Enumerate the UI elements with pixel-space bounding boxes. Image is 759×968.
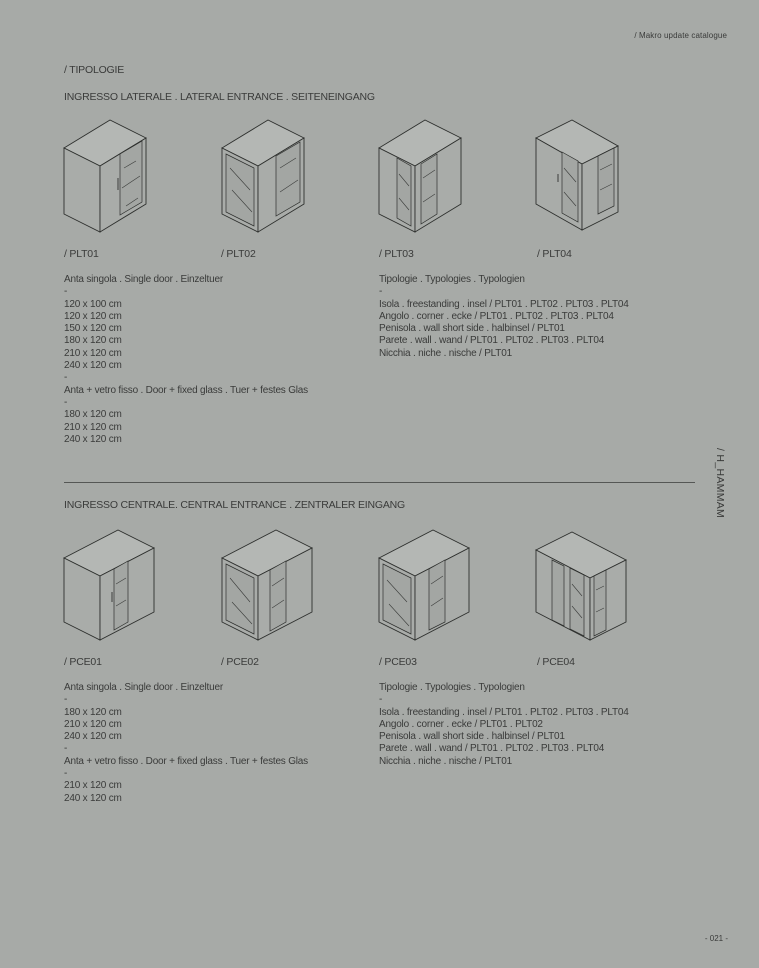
code-plt02: / PLT02 — [221, 248, 256, 260]
size-item: 150 x 120 cm — [64, 323, 122, 335]
fixed-glass-title: Anta + vetro fisso . Door + fixed glass . Tuer + festes Glas — [64, 755, 308, 767]
size-item: 180 x 120 cm — [64, 706, 122, 718]
typology-item: Angolo . corner . ecke / PLT01 . PLT02 . PLT03 . PLT04 — [379, 310, 614, 322]
typology-item: Parete . wall . wand / PLT01 . PLT02 . PLT03 . PLT04 — [379, 335, 605, 347]
pce04-drawing — [534, 526, 628, 642]
dash: - — [64, 396, 68, 408]
typology-item: Parete . wall . wand / PLT01 . PLT02 . PLT03 . PLT04 — [379, 743, 605, 755]
dash: - — [379, 286, 383, 298]
size-item: 180 x 120 cm — [64, 335, 122, 347]
catalogue-header: / Makro update catalogue — [634, 31, 727, 40]
size-item: 240 x 120 cm — [64, 792, 122, 804]
lateral-typologies-block — [379, 274, 629, 360]
size-item: 120 x 100 cm — [64, 298, 122, 310]
side-label: / H_HAMMAM — [714, 448, 726, 519]
central-typologies-block — [379, 682, 629, 768]
size-item: 210 x 120 cm — [64, 347, 122, 359]
plt03-drawing — [377, 118, 463, 234]
pce03-drawing — [377, 526, 471, 642]
dash: - — [379, 694, 383, 706]
typology-item: Isola . freestanding . insel / PLT01 . PLT02 . PLT03 . PLT04 — [379, 298, 629, 310]
size-item: 240 x 120 cm — [64, 360, 122, 372]
size-item: 120 x 120 cm — [64, 310, 122, 322]
central-heading: INGRESSO CENTRALE. CENTRAL ENTRANCE . ZENTRALER EINGANG — [64, 499, 406, 511]
typology-item: Angolo . corner . ecke / PLT01 . PLT02 — [379, 718, 543, 730]
single-door-title: Anta singola . Single door . Einzeltuer — [64, 682, 223, 693]
typology-item: Nicchia . niche . nische / PLT01 — [379, 347, 512, 359]
lateral-heading: INGRESSO LATERALE . LATERAL ENTRANCE . SEITENEINGANG — [64, 91, 375, 103]
plt04-drawing — [534, 118, 620, 234]
size-item: 180 x 120 cm — [64, 409, 122, 421]
dash: - — [64, 743, 68, 755]
size-item: 210 x 120 cm — [64, 718, 122, 730]
code-pce03: / PCE03 — [379, 656, 417, 668]
fixed-glass-title: Anta + vetro fisso . Door + fixed glass . Tuer + festes Glas — [64, 384, 308, 396]
plt01-drawing — [62, 118, 148, 234]
section-divider — [64, 482, 695, 483]
page-number: - 021 - — [704, 934, 728, 943]
pce01-drawing — [62, 526, 156, 642]
code-plt03: / PLT03 — [379, 248, 414, 260]
size-item: 240 x 120 cm — [64, 731, 122, 743]
typology-item: Penisola . wall short side . halbinsel / PLT01 — [379, 323, 565, 335]
typologies-title: Tipologie . Typologies . Typologien — [379, 682, 525, 693]
dash: - — [64, 372, 68, 384]
size-item: 240 x 120 cm — [64, 433, 122, 445]
typologies-title: Tipologie . Typologies . Typologien — [379, 274, 525, 285]
code-pce01: / PCE01 — [64, 656, 102, 668]
size-item: 210 x 120 cm — [64, 780, 122, 792]
pce02-drawing — [220, 526, 314, 642]
typology-item: Penisola . wall short side . halbinsel / PLT01 — [379, 731, 565, 743]
dash: - — [64, 768, 68, 780]
section-title: / TIPOLOGIE — [64, 64, 125, 76]
single-door-title: Anta singola . Single door . Einzeltuer — [64, 274, 223, 285]
central-sizes-block — [64, 682, 308, 805]
dash: - — [64, 694, 68, 706]
code-pce02: / PCE02 — [221, 656, 259, 668]
typology-item: Nicchia . niche . nische / PLT01 — [379, 755, 512, 767]
typology-item: Isola . freestanding . insel / PLT01 . PLT02 . PLT03 . PLT04 — [379, 706, 629, 718]
dash: - — [64, 286, 68, 298]
size-item: 210 x 120 cm — [64, 421, 122, 433]
plt02-drawing — [220, 118, 306, 234]
code-pce04: / PCE04 — [537, 656, 575, 668]
lateral-sizes-block — [64, 274, 308, 446]
code-plt01: / PLT01 — [64, 248, 99, 260]
code-plt04: / PLT04 — [537, 248, 572, 260]
